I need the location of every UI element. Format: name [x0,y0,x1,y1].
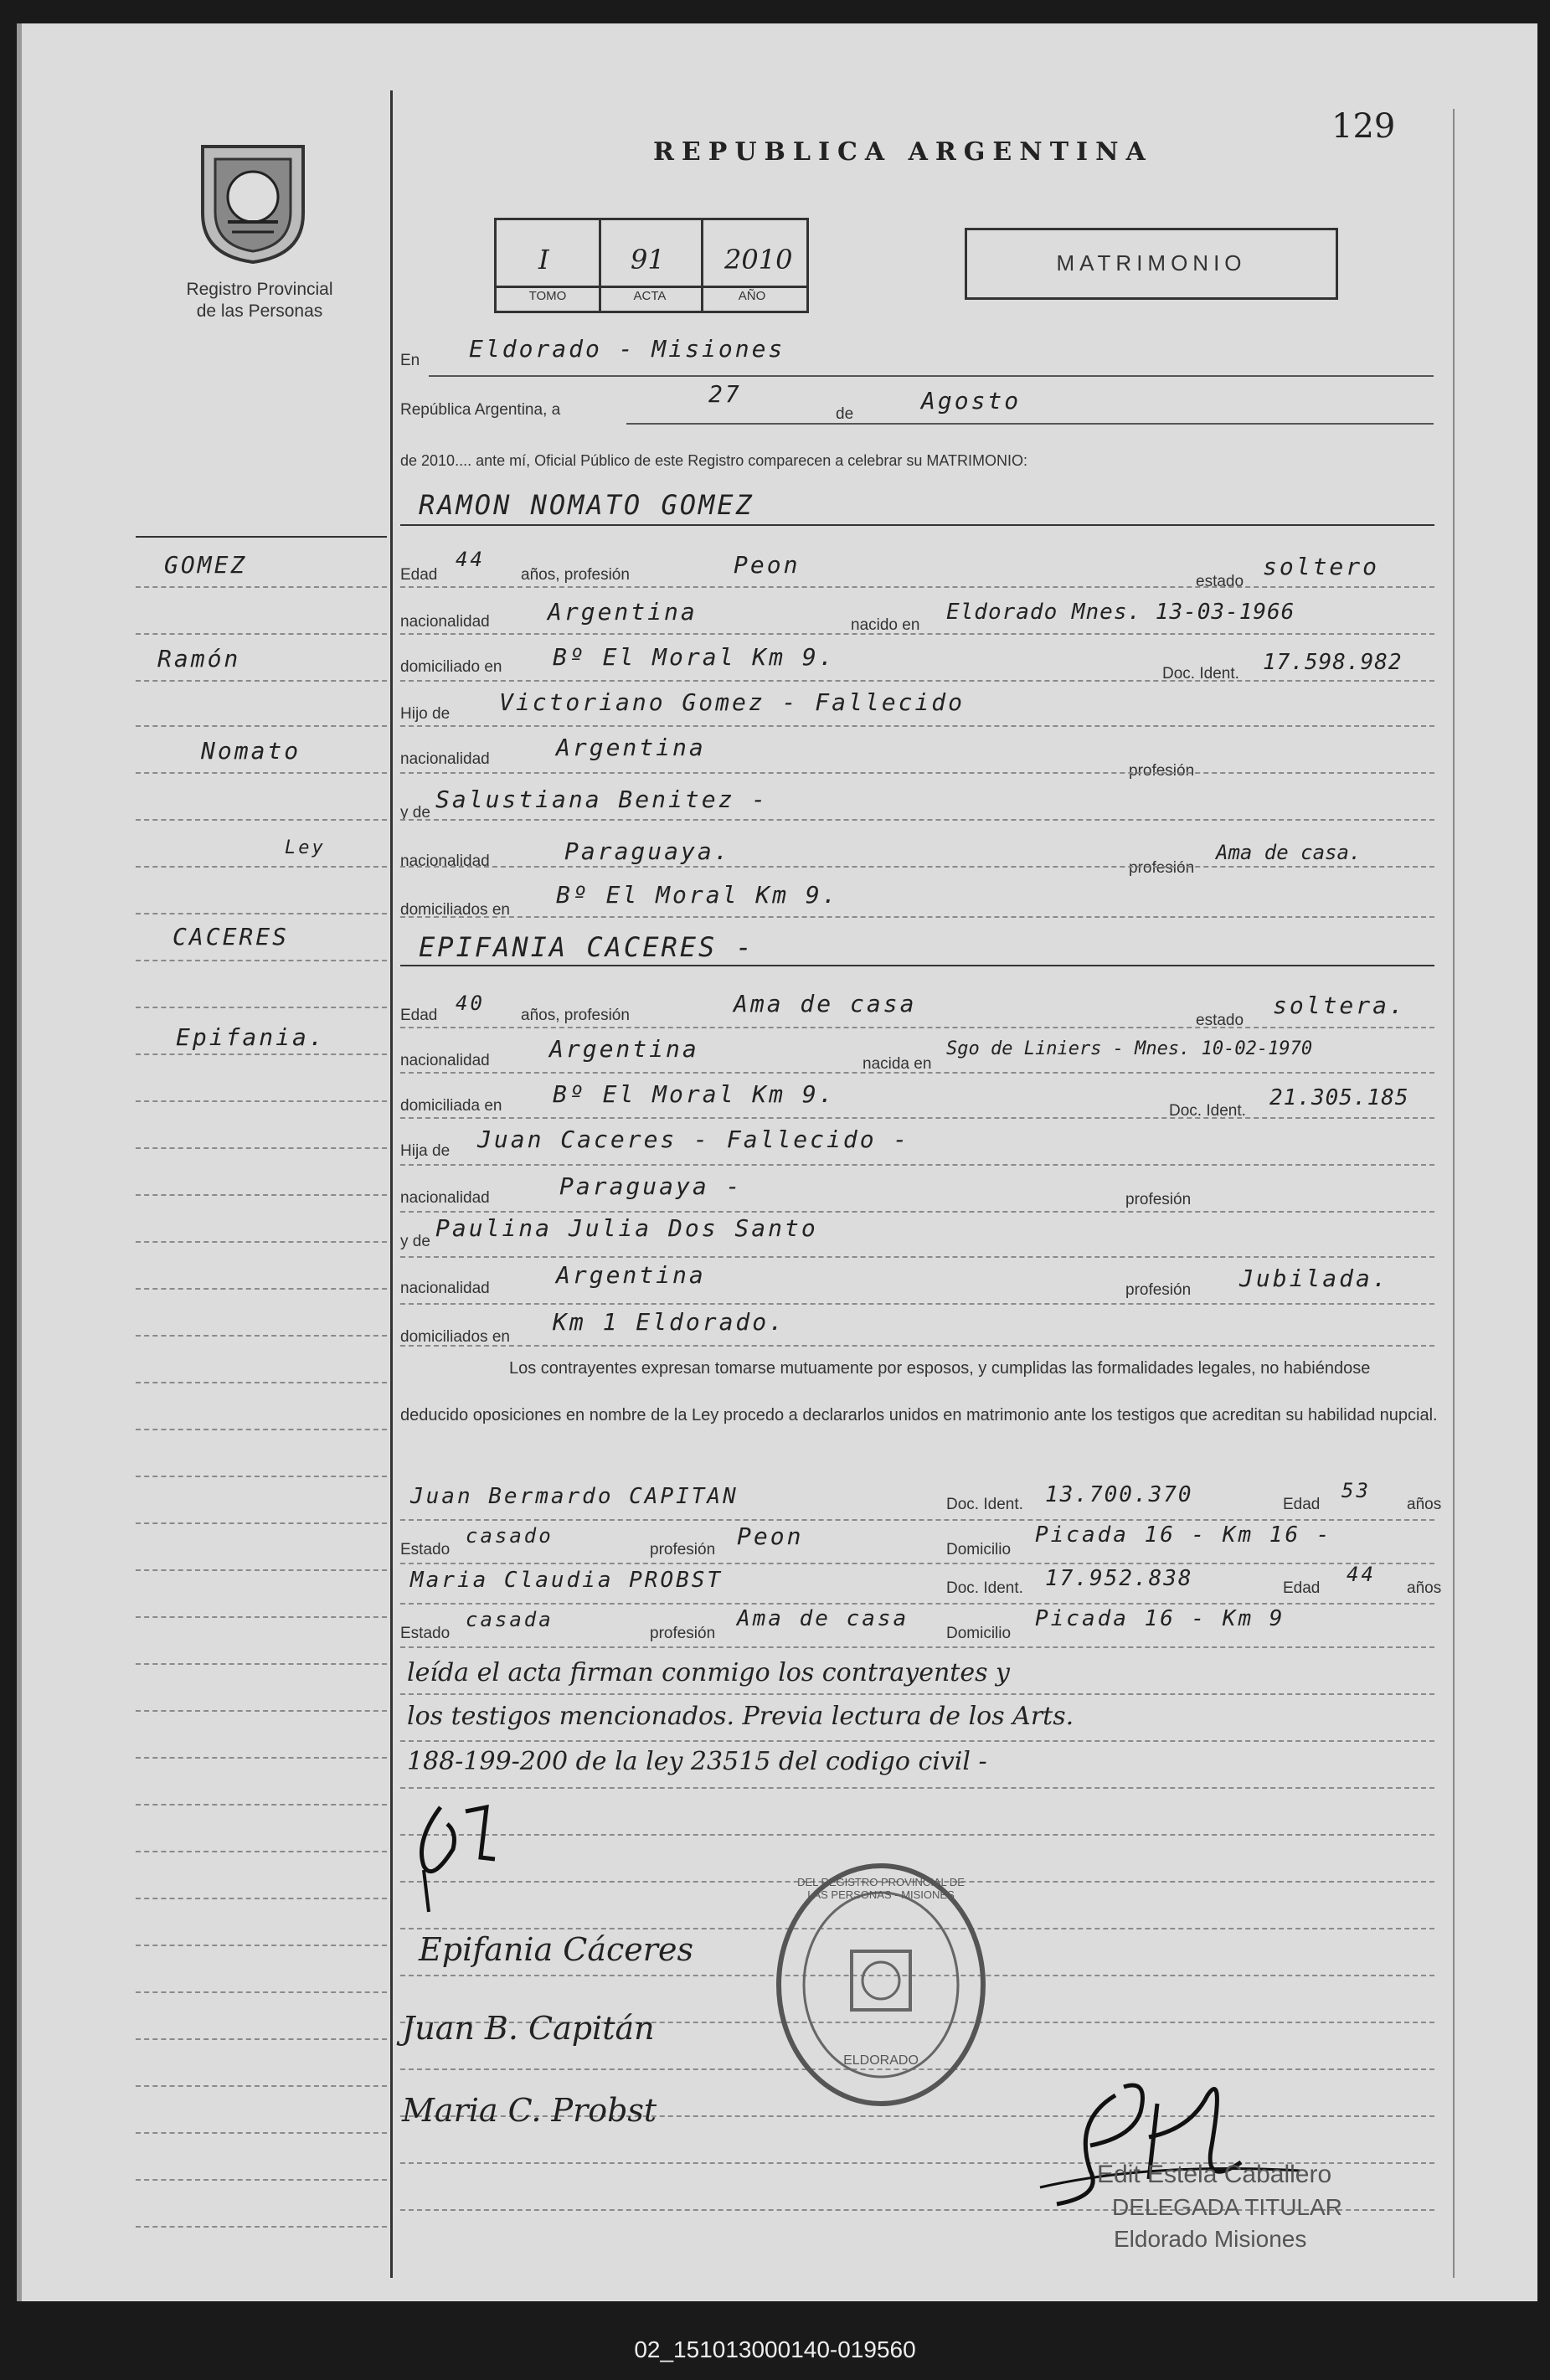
bride-domicilio-label: domiciliada en [400,1097,502,1115]
en-label: En [400,352,420,369]
bride-padres-dom-label: domiciliados en [400,1328,510,1346]
witness1-doc-label: Doc. Ident. [946,1496,1023,1513]
margin-divider [390,90,393,2278]
image-id-footer: 02_151013000140-019560 [634,2336,916,2362]
groom-full-name: RAMON NOMATO GOMEZ [419,489,754,521]
groom-madre-prof-label: profesión [1129,859,1195,877]
groom-profesion-value: Peon [734,551,801,579]
bride-hija-label: Hija de [400,1142,451,1160]
bride-domicilio-value: Bº El Moral Km 9. [553,1080,836,1108]
witness1-signature: Juan B. Capitán [402,2010,655,2047]
margin-note-name2: Nomato [201,737,301,765]
groom-doc-value: 17.598.982 [1263,650,1403,675]
stamp-text: DEL REGISTRO PROVINCIAL DE LAS PERSONAS - MISIONES [797,1876,965,1901]
witness1-name: Juan Bermardo CAPITAN [410,1484,739,1509]
witness2-estado-label: Estado [400,1625,451,1642]
witness1-domicilio-label: Domicilio [946,1541,1012,1558]
groom-domicilio-label: domiciliado en [400,658,502,676]
ano-label: AÑO [738,289,766,303]
groom-padres-dom-label: domiciliados en [400,901,510,919]
groom-hijo-label: Hijo de [400,705,451,723]
stamp-center: ELDORADO [843,2053,919,2068]
witness2-edad-value: 44 [1347,1563,1376,1586]
month-value: Agosto [921,387,1022,415]
groom-madre-value: Salustiana Benitez - [435,786,769,813]
witness2-profesion-label: profesión [650,1625,716,1642]
tomo-value: I [538,244,549,276]
witness2-doc-value: 17.952.838 [1045,1566,1193,1591]
witness2-doc-label: Doc. Ident. [946,1579,1023,1597]
bride-padre-nac-label: nacionalidad [400,1189,490,1207]
groom-nacido-label: nacido en [851,616,920,634]
margin-note-surname: GOMEZ [164,551,248,579]
bride-signature: Epifania Cáceres [419,1931,693,1968]
document-type-box [965,228,1338,300]
witness2-signature: Maria C. Probst [402,2092,657,2129]
bride-padres-dom-value: Km 1 Eldorado. [553,1308,786,1336]
margin-note-ley: Ley [285,837,326,858]
groom-padre-nac-value: Argentina [556,734,706,761]
witness2-estado-value: casada [466,1608,554,1631]
groom-madre-nac-label: nacionalidad [400,853,490,870]
bride-profesion-label: años, profesión [521,1007,630,1024]
groom-doc-label: Doc. Ident. [1162,665,1239,683]
intro-text: de 2010.... ante mí, Oficial Público de este Registro comparecen a celebrar su MATRIMONIO: [400,452,1027,469]
day-value: 27 [708,380,742,408]
bride-nacionalidad-label: nacionalidad [400,1052,490,1069]
bride-madre-value: Paulina Julia Dos Santo [435,1214,818,1242]
bride-madre-nac-label: nacionalidad [400,1280,490,1297]
tomo-label: TOMO [528,289,567,303]
registry-name-line2: de las Personas [196,301,323,321]
groom-padre-nac-label: nacionalidad [400,750,490,768]
groom-nacionalidad-value: Argentina [548,598,698,626]
bride-padre-nac-value: Paraguaya - [559,1172,743,1200]
groom-madre-nac-value: Paraguaya. [564,837,731,865]
groom-nacido-value: Eldorado Mnes. 13-03-1966 [946,600,1295,625]
official-place: Eldorado Misiones [1114,2226,1307,2252]
ano-value: 2010 [724,244,793,276]
closing-line-1: leída el acta firman conmigo los contrayentes y [407,1658,1010,1687]
bride-doc-value: 21.305.185 [1269,1085,1409,1110]
bride-padre-value: Juan Caceres - Fallecido - [477,1126,910,1153]
groom-estado-label: estado [1196,573,1244,590]
groom-padres-dom-value: Bº El Moral Km 9. [556,881,839,909]
official-name: Edit Estela Caballero [1097,2161,1332,2188]
bride-nacida-value: Sgo de Liniers - Mnes. 10-02-1970 [946,1038,1313,1059]
groom-edad-value: 44 [456,548,485,571]
bride-madre-prof-value: Jubilada. [1239,1265,1389,1292]
registry-stamp [772,1859,990,2110]
groom-domicilio-value: Bº El Moral Km 9. [553,643,836,671]
witness1-edad-label: Edad [1283,1496,1321,1513]
groom-edad-label: Edad [400,566,438,584]
bride-estado-label: estado [1196,1012,1244,1029]
witness2-anios-label: años [1407,1579,1442,1597]
margin-note-name1: Ramón [157,645,241,672]
bride-padre-prof-label: profesión [1125,1191,1192,1208]
bride-nacida-label: nacida en [863,1055,932,1073]
bride-madre-nac-value: Argentina [556,1261,706,1289]
registry-name-line1: Registro Provincial [186,280,333,299]
groom-signature [407,1790,524,1916]
witness1-estado-value: casado [466,1524,554,1548]
witness1-doc-value: 13.700.370 [1045,1482,1193,1507]
witness2-domicilio-label: Domicilio [946,1625,1012,1642]
bride-full-name: EPIFANIA CACERES - [419,931,754,963]
country-title: REPUBLICA ARGENTINA [653,137,1153,167]
witness1-edad-value: 53 [1341,1479,1371,1502]
bride-madre-label: y de [400,1233,430,1250]
witness2-edad-label: Edad [1283,1579,1321,1597]
official-title: DELEGADA TITULAR [1112,2194,1342,2220]
provincial-seal-logo [194,138,312,264]
bride-doc-label: Doc. Ident. [1169,1102,1246,1120]
witness1-estado-label: Estado [400,1541,451,1558]
document-type: MATRIMONIO [1056,250,1247,276]
en-value: Eldorado - Misiones [469,335,785,363]
bride-edad-value: 40 [456,992,485,1015]
republica-label: República Argentina, a [400,401,561,419]
margin-note-bride-surname: CACERES [173,923,290,950]
page-number: 129 [1331,107,1396,146]
bride-edad-label: Edad [400,1007,438,1024]
groom-profesion-label: años, profesión [521,566,630,584]
groom-padre-prof-label: profesión [1129,762,1195,780]
witness1-profesion-label: profesión [650,1541,716,1558]
bride-profesion-value: Ama de casa [734,990,917,1017]
groom-nacionalidad-label: nacionalidad [400,613,490,631]
de-label: de [836,405,854,423]
groom-padre-value: Victoriano Gomez - Fallecido [499,688,966,716]
witness1-profesion-value: Peon [737,1522,804,1550]
witness2-name: Maria Claudia PROBST [410,1568,724,1593]
acta-label: ACTA [633,289,667,303]
witness1-anios-label: años [1407,1496,1442,1513]
margin-note-bride-name: Epifania. [176,1023,326,1051]
groom-madre-prof-value: Ama de casa. [1216,841,1362,864]
bride-nacionalidad-value: Argentina [549,1035,699,1063]
bride-estado-value: soltera. [1273,992,1406,1019]
acta-value: 91 [631,244,665,276]
right-border [1453,109,1455,2278]
groom-estado-value: soltero [1263,553,1380,580]
witness2-profesion-value: Ama de casa [737,1606,909,1631]
tomo-acta-box [494,218,809,313]
closing-line-2: los testigos mencionados. Previa lectura de los Arts. [407,1702,1074,1731]
marriage-declaration-text: Los contrayentes expresan tomarse mutuamente por esposos, y cumplidas las formalidades legales, no habiéndose deducido oposiciones en nombre de la Ley procedo a declararlos unidos en matrimonio ante los testigos que acreditan su habilidad nupcial. [400,1359,1438,1424]
groom-madre-label: y de [400,804,430,822]
witness2-domicilio-value: Picada 16 - Km 9 [1035,1606,1285,1631]
witness1-domicilio-value: Picada 16 - Km 16 - [1035,1522,1332,1548]
bride-madre-prof-label: profesión [1125,1281,1192,1299]
closing-line-3: 188-199-200 de la ley 23515 del codigo civil - [407,1747,987,1776]
